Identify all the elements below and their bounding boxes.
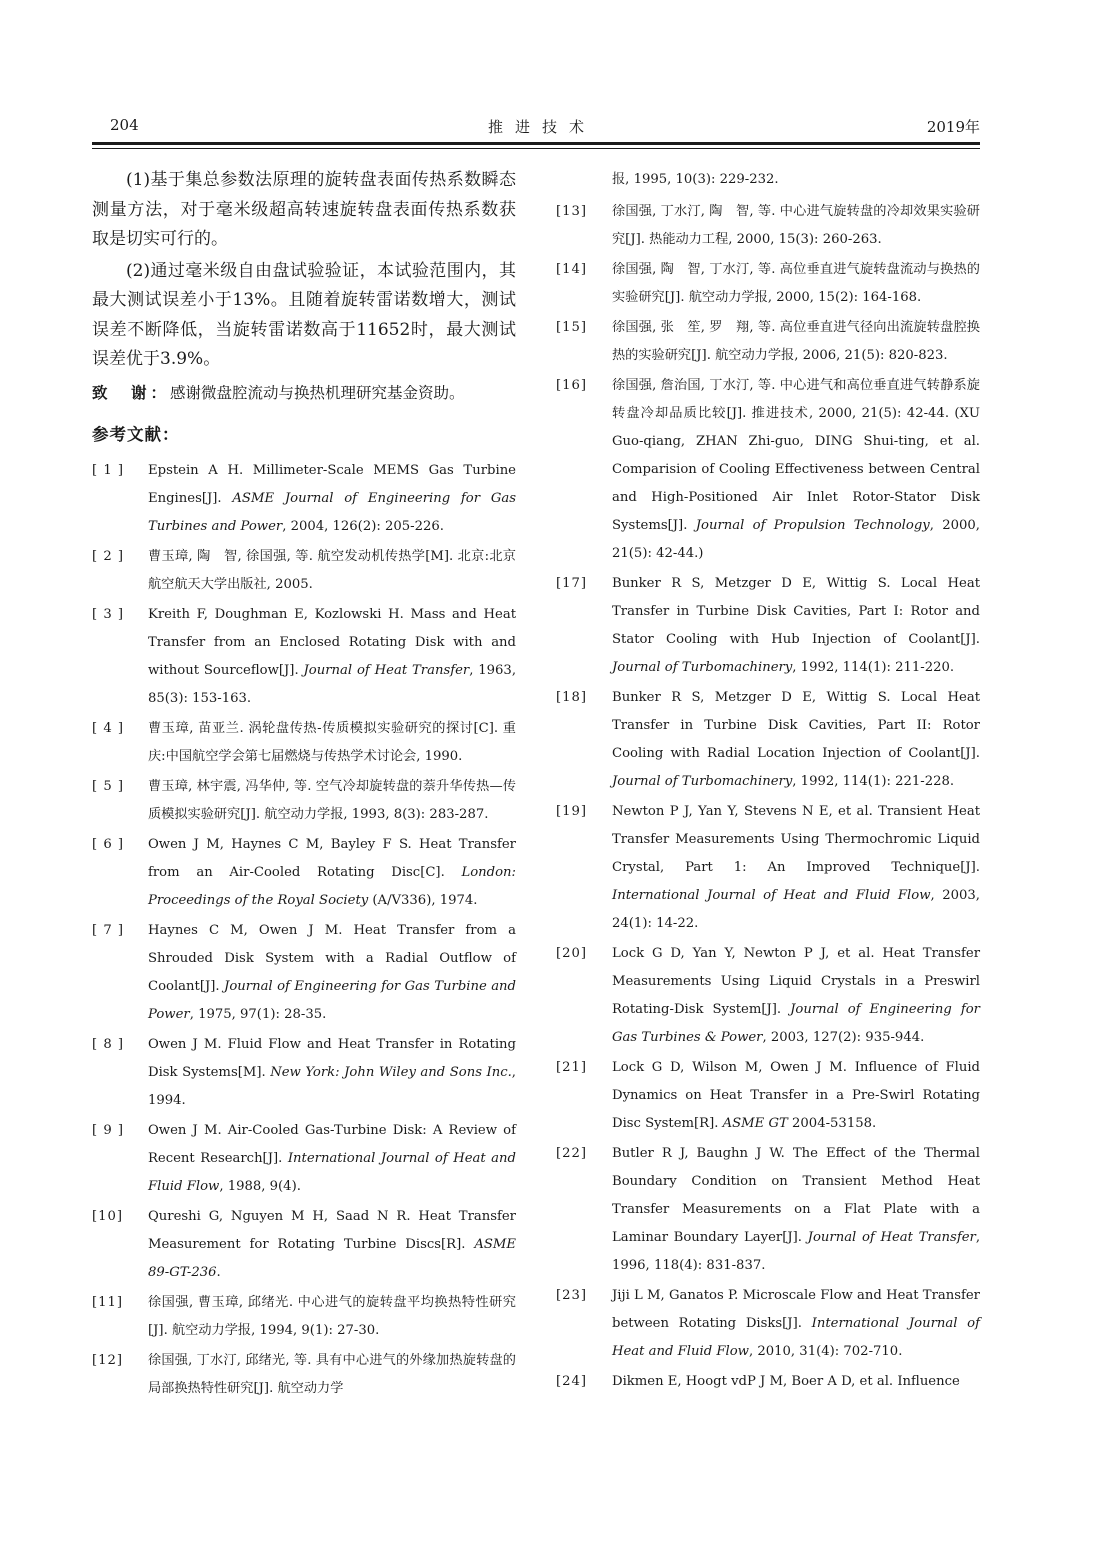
reference-item bbox=[556, 798, 980, 938]
reference-text: 徐国强, 丁水汀, 陶 智, 等. 中心进气旋转盘的冷却效果实验研究[J]. 热能动力工程, 2000, 15(3): 260-263. bbox=[612, 204, 980, 247]
reference-number: [22] bbox=[556, 1146, 588, 1161]
reference-item bbox=[92, 601, 516, 713]
reference-item bbox=[556, 314, 980, 370]
reference-text: 徐国强, 詹治国, 丁水汀, 等. 中心进气和高位垂直进气转静系旋转盘冷却品质比较[J]. 推进技术, 2000, 21(5): 42-44. (XU Guo-qiang, ZHAN Zhi-guo, DING Shui-ting, et al. Comparision of Cooling Effectiveness between Central and High-Positioned Air Inlet Rotor-Stator Disk Systems[J]. Journal of Propulsion Technology, 2000, 21(5): 42-44.) bbox=[612, 378, 980, 561]
reference-number: [12] bbox=[92, 1352, 124, 1368]
reference-text: Bunker R S, Metzger D E, Wittig S. Local Heat Transfer in Turbine Disk Cavities, Part II: Rotor Cooling with Radial Location Injection of Coolant[J]. Journal of Turbomachinery, 1992, 114(1): 221-228. bbox=[612, 690, 980, 789]
reference-text: 曹玉璋, 林宇震, 冯华仲, 等. 空气冷却旋转盘的萘升华传热—传质模拟实验研究[J]. 航空动力学报, 1993, 8(3): 283-287. bbox=[148, 778, 516, 822]
reference-text: Bunker R S, Metzger D E, Wittig S. Local Heat Transfer in Turbine Disk Cavities, Part I: Rotor and Stator Cooling with Hub Injection of Coolant[J]. Journal of Turbomachinery, 1992, 114(1): 211-220. bbox=[612, 576, 980, 675]
acknowledgment bbox=[92, 379, 516, 407]
reference-item bbox=[92, 831, 516, 915]
reference-text: Jiji L M, Ganatos P. Microscale Flow and Heat Transfer between Rotating Disks[J]. International Journal of Heat and Fluid Flow, 2010, 31(4): 702-710. bbox=[612, 1288, 980, 1359]
acknowledgment-text: 感谢微盘腔流动与换热机理研究基金资助。 bbox=[170, 383, 465, 402]
reference-number: [ 2 ] bbox=[92, 548, 125, 564]
reference-text: Dikmen E, Hoogt vdP J M, Boer A D, et al. Influence bbox=[612, 1374, 960, 1389]
reference-item bbox=[92, 543, 516, 599]
issue-year: 2019年 bbox=[926, 118, 980, 136]
reference-text: Haynes C M, Owen J M. Heat Transfer from a Shrouded Disk System with a Radial Outflow of Coolant[J]. Journal of Engineering for Gas Turbine and Power, 1975, 97(1): 28-35. bbox=[148, 922, 516, 1022]
conclusion-paragraph: (2)通过毫米级自由盘试验验证，本试验范围内，其最大测试误差小于13%。且随着旋转雷诺数增大，测试误差不断降低，当旋转雷诺数高于11652时，最大测试误差优于3.9%。 bbox=[92, 260, 516, 369]
reference-item bbox=[92, 773, 516, 829]
reference-number: [ 8 ] bbox=[92, 1036, 125, 1052]
reference-item bbox=[556, 256, 980, 312]
reference-item bbox=[92, 1203, 516, 1287]
reference-item bbox=[556, 1368, 980, 1396]
reference-number: [21] bbox=[556, 1060, 588, 1075]
reference-number: [ 1 ] bbox=[92, 462, 125, 478]
reference-text: 徐国强, 曹玉璋, 邱绪光. 中心进气的旋转盘平均换热特性研究[J]. 航空动力学报, 1994, 9(1): 27-30. bbox=[148, 1294, 516, 1338]
reference-number: [ 3 ] bbox=[92, 606, 125, 622]
reference-number: [ 6 ] bbox=[92, 836, 125, 852]
reference-number: [ 9 ] bbox=[92, 1122, 125, 1138]
journal-title: 推进技术 bbox=[487, 118, 596, 136]
reference-item bbox=[556, 940, 980, 1052]
reference-number: [19] bbox=[556, 804, 588, 819]
reference-number: [24] bbox=[556, 1374, 588, 1389]
reference-number: [23] bbox=[556, 1288, 588, 1303]
reference-continuation: 报, 1995, 10(3): 229-232. bbox=[612, 172, 779, 187]
reference-number: [11] bbox=[92, 1294, 124, 1310]
reference-text: 徐国强, 丁水汀, 邱绪光, 等. 具有中心进气的外缘加热旋转盘的局部换热特性研究[J]. 航空动力学 bbox=[148, 1352, 516, 1396]
reference-item bbox=[556, 1282, 980, 1366]
reference-number: [17] bbox=[556, 576, 588, 591]
reference-number: [ 5 ] bbox=[92, 778, 125, 794]
reference-text: 曹玉璋, 苗亚兰. 涡轮盘传热-传质模拟实验研究的探讨[C]. 重庆:中国航空学会第七届燃烧与传热学术讨论会, 1990. bbox=[148, 720, 516, 764]
reference-text: 徐国强, 陶 智, 丁水汀, 等. 高位垂直进气旋转盘流动与换热的实验研究[J]. 航空动力学报, 2000, 15(2): 164-168. bbox=[612, 262, 980, 305]
reference-text: Kreith F, Doughman E, Kozlowski H. Mass and Heat Transfer from an Enclosed Rotating Disk with and without Sourceflow[J]. Journal of Heat Transfer, 1963, 85(3): 153-163. bbox=[148, 606, 517, 706]
reference-text: Newton P J, Yan Y, Stevens N E, et al. Transient Heat Transfer Measurements Using Thermochromic Liquid Crystal, Part 1: An Improved Technique[J]. International Journal of Heat and Fluid Flow, 2003, 24(1): 14-22. bbox=[612, 804, 980, 931]
reference-item bbox=[92, 457, 516, 541]
reference-number: [14] bbox=[556, 262, 588, 277]
reference-item bbox=[556, 198, 980, 254]
reference-number: [16] bbox=[556, 378, 588, 393]
reference-text: Epstein A H. Millimeter-Scale MEMS Gas Turbine Engines[J]. ASME Journal of Engineering for Gas Turbines and Power, 2004, 126(2): 205-226. bbox=[148, 462, 516, 534]
reference-number: [ 7 ] bbox=[92, 922, 125, 938]
reference-text: 徐国强, 张 笙, 罗 翔, 等. 高位垂直进气径向出流旋转盘腔换热的实验研究[J]. 航空动力学报, 2006, 21(5): 820-823. bbox=[612, 320, 980, 363]
reference-item bbox=[92, 1117, 516, 1201]
page-number: 204 bbox=[110, 116, 139, 134]
right-column bbox=[556, 166, 980, 1398]
reference-text: 曹玉璋, 陶 智, 徐国强, 等. 航空发动机传热学[M]. 北京:北京航空航天大学出版社, 2005. bbox=[148, 548, 516, 592]
reference-item bbox=[556, 1054, 980, 1138]
reference-item bbox=[92, 715, 516, 771]
reference-text: Butler R J, Baughn J W. The Effect of the Thermal Boundary Condition on Transient Method Heat Transfer Measurements on a Flat Plate with a Laminar Boundary Layer[J]. Journal of Heat Transfer, 1996, 118(4): 831-837. bbox=[612, 1146, 981, 1273]
reference-text: Qureshi G, Nguyen M H, Saad N R. Heat Transfer Measurement for Rotating Turbine Discs[R]. ASME 89-GT-236. bbox=[148, 1208, 516, 1280]
page-header bbox=[92, 116, 980, 140]
reference-item bbox=[92, 1289, 516, 1345]
reference-item bbox=[92, 1031, 516, 1115]
left-column bbox=[92, 166, 516, 1405]
conclusion-paragraph: (1)基于集总参数法原理的旋转盘表面传热系数瞬态测量方法，对于毫米级超高转速旋转盘表面传热系数获取是切实可行的。 bbox=[92, 170, 516, 249]
reference-item bbox=[556, 1140, 980, 1280]
acknowledgment-label: 致 谢： bbox=[92, 382, 171, 402]
reference-item bbox=[556, 372, 980, 568]
reference-number: [13] bbox=[556, 204, 588, 219]
references-title: 参考文献： bbox=[92, 424, 180, 444]
reference-item bbox=[92, 917, 516, 1029]
reference-text: Owen J M. Fluid Flow and Heat Transfer in Rotating Disk Systems[M]. New York: John Wiley and Sons Inc., 1994. bbox=[148, 1036, 516, 1108]
reference-text: Lock G D, Yan Y, Newton P J, et al. Heat Transfer Measurements Using Liquid Crystals in a Preswirl Rotating-Disk System[J]. Journal of Engineering for Gas Turbines & Power, 2003, 127(2): 935-944. bbox=[612, 946, 980, 1045]
reference-number: [20] bbox=[556, 946, 588, 961]
reference-text: Owen J M. Air-Cooled Gas-Turbine Disk: A Review of Recent Research[J]. International Journal of Heat and Fluid Flow, 1988, 9(4). bbox=[148, 1122, 516, 1194]
reference-number: [18] bbox=[556, 690, 588, 705]
header-rule-thick bbox=[92, 142, 980, 145]
header-rule-thin bbox=[92, 148, 980, 149]
reference-number: [10] bbox=[92, 1208, 124, 1224]
reference-text: Lock G D, Wilson M, Owen J M. Influence of Fluid Dynamics on Heat Transfer in a Pre-Swirl Rotating Disc System[R]. ASME GT 2004-53158. bbox=[612, 1060, 980, 1131]
reference-item bbox=[92, 1347, 516, 1403]
reference-item bbox=[556, 570, 980, 682]
reference-number: [ 4 ] bbox=[92, 720, 125, 736]
reference-number: [15] bbox=[556, 320, 588, 335]
reference-text: Owen J M, Haynes C M, Bayley F S. Heat Transfer from an Air-Cooled Rotating Disc[C]. London: Proceedings of the Royal Society (A/V336), 1974. bbox=[148, 836, 516, 908]
reference-item bbox=[556, 684, 980, 796]
